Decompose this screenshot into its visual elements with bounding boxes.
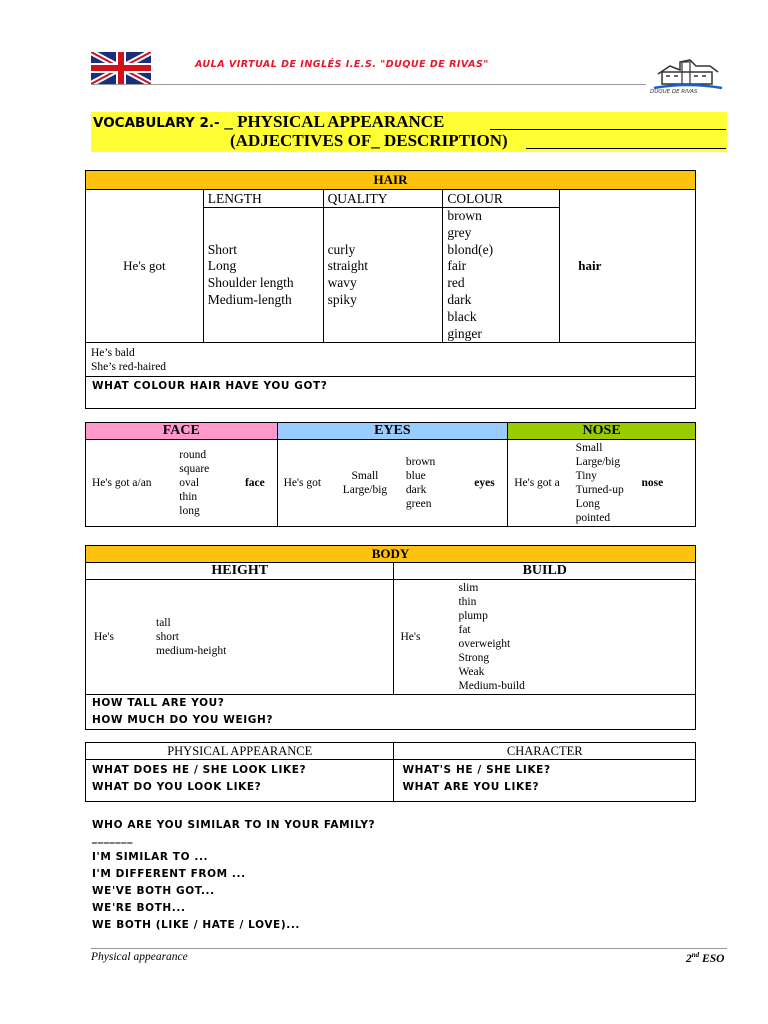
body-header: BODY <box>86 546 696 563</box>
colour-item: red <box>447 275 465 291</box>
both-like-line: WE BOTH (LIKE / HATE / LOVE)... <box>92 919 300 931</box>
height-item: medium-height <box>156 645 227 657</box>
nose-item: pointed <box>575 512 611 524</box>
nose-item: Small <box>575 442 603 454</box>
appearance-questions <box>86 760 394 802</box>
face-tail: face <box>233 440 277 527</box>
height-cell <box>86 580 394 695</box>
eyes-header: EYES <box>277 423 508 440</box>
colour-item: black <box>447 308 477 324</box>
eyes-size-item: Large/big <box>342 484 388 496</box>
title-underline <box>526 148 726 149</box>
body-questions <box>86 695 696 730</box>
hair-question: WHAT COLOUR HAIR HAVE YOU GOT? <box>86 377 696 409</box>
height-lead: He's <box>94 631 114 643</box>
footer-course <box>686 951 724 965</box>
face-item: round <box>179 449 207 461</box>
hair-header: HAIR <box>86 171 696 190</box>
build-item: fat <box>458 624 471 636</box>
face-list <box>179 440 233 527</box>
length-item: Shoulder length <box>207 275 294 291</box>
build-cell <box>394 580 696 695</box>
similar-to-line: I'M SIMILAR TO ... <box>92 851 209 863</box>
footer-rule <box>91 948 727 949</box>
red-haired-example: She’s red-haired <box>91 360 167 373</box>
quality-item: spiky <box>327 291 357 307</box>
build-item: Weak <box>458 666 485 678</box>
colour-item: dark <box>447 291 472 307</box>
eyes-colour-item: dark <box>405 484 427 496</box>
both-got-line: WE'VE BOTH GOT... <box>92 885 215 897</box>
school-name: AULA VIRTUAL DE INGLÉS I.E.S. "DUQUE DE RIVAS" <box>195 59 489 70</box>
length-item: Long <box>207 258 237 274</box>
vocabulary-label: VOCABULARY 2.- <box>93 115 220 131</box>
colour-item: ginger <box>447 325 482 341</box>
family-question: WHO ARE YOU SIMILAR TO IN YOUR FAMILY? <box>92 819 376 831</box>
face-item: long <box>179 505 200 517</box>
he-she-like-question: WHAT'S HE / SHE LIKE? <box>402 764 551 776</box>
weight-question: HOW MUCH DO YOU WEIGH? <box>92 714 274 726</box>
quality-list <box>323 208 443 343</box>
build-item: thin <box>458 596 477 608</box>
footer-subject: Physical appearance <box>91 951 188 963</box>
face-lead: He's got a/an <box>86 440 180 527</box>
quality-item: straight <box>327 258 369 274</box>
nose-item: Large/big <box>575 456 621 468</box>
page-title-line2: (ADJECTIVES OF_ DESCRIPTION) <box>230 131 508 150</box>
appearance-character-table <box>85 742 696 802</box>
build-item: slim <box>458 582 479 594</box>
height-header: HEIGHT <box>86 563 394 580</box>
quality-item: wavy <box>327 275 357 291</box>
build-item: Medium-build <box>458 680 525 692</box>
nose-lead: He's got a <box>508 440 570 527</box>
colour-header: COLOUR <box>443 190 560 208</box>
hair-lead: He's got <box>86 190 204 343</box>
nose-item: Long <box>575 498 600 510</box>
face-eyes-nose-table <box>85 422 696 527</box>
length-item: Short <box>207 241 237 257</box>
height-item: short <box>156 631 179 643</box>
eyes-colour-item: blue <box>405 470 426 482</box>
colour-item: grey <box>447 224 472 240</box>
eyes-colour-item: green <box>405 498 432 510</box>
character-questions <box>394 760 696 802</box>
length-list <box>203 208 323 343</box>
nose-tail: nose <box>640 440 696 527</box>
build-item: plump <box>458 610 488 622</box>
build-item: Strong <box>458 652 490 664</box>
face-item: oval <box>179 477 200 489</box>
build-item: overweight <box>458 638 511 650</box>
length-item: Medium-length <box>207 291 292 307</box>
you-like-question: WHAT ARE YOU LIKE? <box>402 781 540 793</box>
height-list <box>156 616 226 658</box>
eyes-colour-item: brown <box>405 456 436 468</box>
eyes-size-item: Small <box>351 470 379 482</box>
header-rule <box>91 84 646 85</box>
course-ordinal: nd <box>691 951 700 959</box>
title-underline <box>490 129 726 130</box>
quality-header: QUALITY <box>323 190 443 208</box>
body-table <box>85 545 696 730</box>
build-lead: He's <box>400 631 421 643</box>
face-header: FACE <box>86 423 278 440</box>
eyes-size-list <box>334 440 396 527</box>
nose-item: Turned-up <box>575 484 624 496</box>
course-number: 2 <box>686 952 692 965</box>
eyes-lead: He's got <box>277 440 334 527</box>
different-from-line: I'M DIFFERENT FROM ... <box>92 868 246 880</box>
eyes-colour-list <box>396 440 462 527</box>
course-level: ESO <box>699 952 725 965</box>
build-list <box>458 581 524 693</box>
hair-table <box>85 170 696 409</box>
character-header: CHARACTER <box>394 743 696 760</box>
answer-blank: _______ <box>92 832 133 844</box>
build-header: BUILD <box>394 563 696 580</box>
you-look-like-question: WHAT DO YOU LOOK LIKE? <box>92 781 262 793</box>
colour-list <box>443 208 560 343</box>
physical-appearance-label: _ PHYSICAL APPEARANCE <box>224 112 445 131</box>
height-item: tall <box>156 617 171 629</box>
eyes-tail: eyes <box>462 440 508 527</box>
bald-example: He’s bald <box>91 346 135 359</box>
look-like-question: WHAT DOES HE / SHE LOOK LIKE? <box>92 764 307 776</box>
quality-item: curly <box>327 241 356 257</box>
appearance-header: PHYSICAL APPEARANCE <box>86 743 394 760</box>
nose-list <box>570 440 640 527</box>
both-are-line: WE'RE BOTH... <box>92 902 186 914</box>
uk-flag-icon <box>91 52 151 84</box>
face-item: square <box>179 463 210 475</box>
length-header: LENGTH <box>203 190 323 208</box>
height-question: HOW TALL ARE YOU? <box>92 697 225 709</box>
hair-tail: hair <box>560 190 696 343</box>
colour-item: blond(e) <box>447 241 494 257</box>
colour-item: brown <box>447 208 482 223</box>
logo-caption: DUQUE DE RIVAS <box>650 89 698 95</box>
hair-extra <box>86 343 696 377</box>
colour-item: fair <box>447 258 467 274</box>
page-title-line1 <box>93 112 444 132</box>
nose-header: NOSE <box>508 423 696 440</box>
nose-item: Tiny <box>575 470 597 482</box>
face-item: thin <box>179 491 198 503</box>
